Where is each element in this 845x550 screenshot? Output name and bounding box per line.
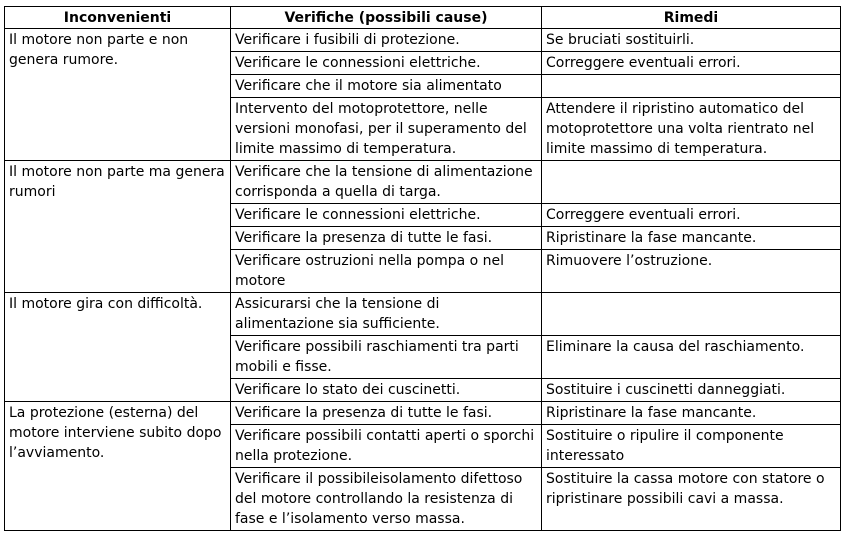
check-cell: Intervento del motoprotettore, nelle versioni monofasi, per il superamento del limite massimo di temperatura. [231, 98, 542, 161]
check-cell: Verificare lo stato dei cuscinetti. [231, 379, 542, 402]
table-row [5, 293, 841, 336]
check-cell: Verificare possibili contatti aperti o sporchi nella protezione. [231, 425, 542, 468]
table-row [5, 29, 841, 52]
header-remedies: Rimedi [542, 7, 841, 29]
header-problems: Inconvenienti [5, 7, 231, 29]
remedy-cell: Se bruciati sostituirli. [542, 29, 841, 52]
remedy-cell: Rimuovere l’ostruzione. [542, 250, 841, 293]
troubleshooting-table [4, 6, 841, 531]
remedy-cell: Attendere il ripristino automatico del motoprotettore una volta rientrato nel limite massimo di temperatura. [542, 98, 841, 161]
table-row [5, 402, 841, 425]
header-checks: Verifiche (possibili cause) [231, 7, 542, 29]
remedy-cell [542, 161, 841, 204]
check-cell: Verificare che il motore sia alimentato [231, 75, 542, 98]
problem-cell: Il motore non parte ma genera rumori [5, 161, 231, 293]
header-row [5, 7, 841, 29]
table-row [5, 161, 841, 204]
check-cell: Verificare le connessioni elettriche. [231, 52, 542, 75]
remedy-cell: Correggere eventuali errori. [542, 204, 841, 227]
problem-cell: Il motore gira con difficoltà. [5, 293, 231, 402]
check-cell: Verificare possibili raschiamenti tra parti mobili e fisse. [231, 336, 542, 379]
remedy-cell: Sostituire la cassa motore con statore o ripristinare possibili cavi a massa. [542, 468, 841, 531]
remedy-cell: Sostituire o ripulire il componente interessato [542, 425, 841, 468]
check-cell: Assicurarsi che la tensione di alimentazione sia sufficiente. [231, 293, 542, 336]
check-cell: Verificare la presenza di tutte le fasi. [231, 227, 542, 250]
remedy-cell: Ripristinare la fase mancante. [542, 402, 841, 425]
remedy-cell [542, 293, 841, 336]
problem-cell: La protezione (esterna) del motore interviene subito dopo l’avviamento. [5, 402, 231, 531]
check-cell: Verificare ostruzioni nella pompa o nel motore [231, 250, 542, 293]
remedy-cell: Ripristinare la fase mancante. [542, 227, 841, 250]
check-cell: Verificare le connessioni elettriche. [231, 204, 542, 227]
check-cell: Verificare che la tensione di alimentazione corrisponda a quella di targa. [231, 161, 542, 204]
check-cell: Verificare la presenza di tutte le fasi. [231, 402, 542, 425]
check-cell: Verificare il possibileisolamento difettoso del motore controllando la resistenza di fase e l’isolamento verso massa. [231, 468, 542, 531]
remedy-cell: Eliminare la causa del raschiamento. [542, 336, 841, 379]
check-cell: Verificare i fusibili di protezione. [231, 29, 542, 52]
remedy-cell: Correggere eventuali errori. [542, 52, 841, 75]
problem-cell: Il motore non parte e non genera rumore. [5, 29, 231, 161]
remedy-cell [542, 75, 841, 98]
remedy-cell: Sostituire i cuscinetti danneggiati. [542, 379, 841, 402]
